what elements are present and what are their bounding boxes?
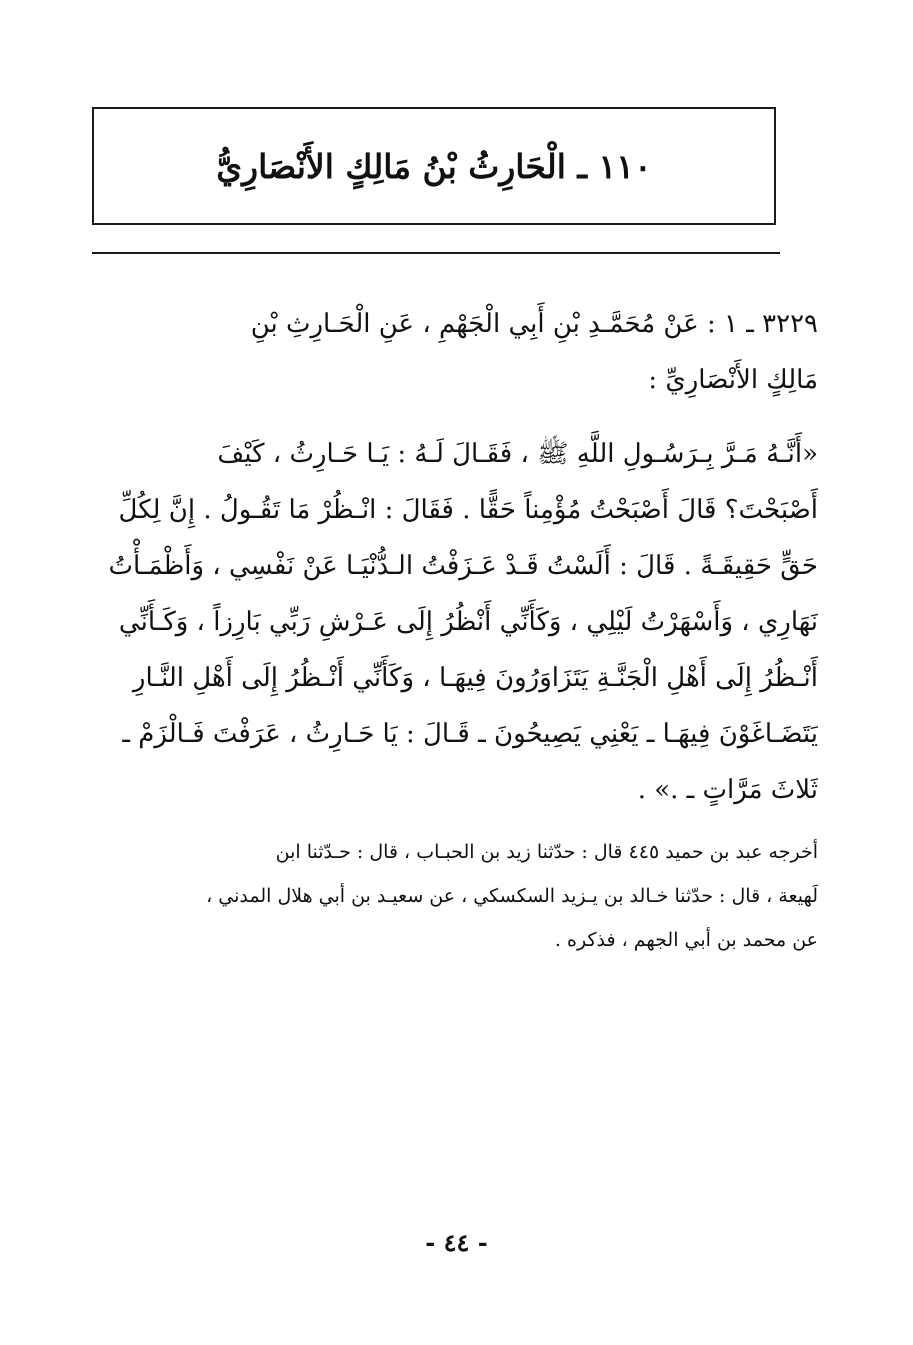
- hadith-line: ثَلاثَ مَرَّاتٍ ـ .» .: [637, 775, 818, 805]
- chapter-title: ١١٠ ـ الْحَارِثُ بْنُ مَالِكٍ الأَنْصَارِيُّ: [216, 146, 652, 186]
- hadith-line: أَصْبَحْتَ؟ قَالَ أَصْبَحْتُ مُؤْمِناً حَقًّا . فَقَالَ : انْـظُرْ مَا تَقُـولُ . إِنَّ لِكُلِّ: [118, 495, 818, 525]
- hadith-line: نَهَارِي ، وَأَسْهَرْتُ لَيْلِي ، وَكَأَنِّي أَنْظُرُ إِلَى عَـرْشِ رَبِّي بَارِزاً ، وَكَـأَنِّي: [118, 607, 818, 637]
- hadith-text: [93, 426, 818, 818]
- hadith-line: أَنْـظُرُ إِلَى أَهْلِ الْجَنَّـةِ يَتَزَاوَرُونَ فِيهَـا ، وَكَأَنِّي أَنْـظُرُ إِلَى أَهْلِ النَّـارِ: [132, 663, 818, 693]
- takhrij-line: أخرجه عبد بن حميد ٤٤٥ قال : حدّثنا زيد بن الحبـاب ، قال : حـدّثنا ابن: [275, 841, 818, 863]
- hadith-line: حَقٍّ حَقِيقَـةً . قَالَ : أَلَسْتُ قَـدْ عَـزَفْتُ الـدُّنْيَـا عَنْ نَفْسِي ، وَأَظْمَـأْتُ: [108, 551, 818, 581]
- header-divider: [92, 252, 780, 254]
- hadith-line: يَتَضَـاغَوْنَ فِيهَـا ـ يَعْنِي يَصِيحُونَ ـ قَـالَ : يَا حَـارِثُ ، عَرَفْتَ فَـالْزَمْ ـ: [122, 719, 818, 749]
- takhrij-line: لَهيعة ، قال : حدّثنا خـالد بن يـزيد السكسكي ، عن سعيـد بن أبي هلال المدني ،: [206, 885, 818, 907]
- isnad-line: ٣٢٢٩ ـ ١ : عَنْ مُحَمَّـدِ بْنِ أَبِي الْجَهْمِ ، عَنِ الْحَـارِثِ بْنِ: [250, 309, 818, 339]
- takhrij-line: عن محمد بن أبي الجهم ، فذكره .: [554, 929, 818, 951]
- isnad-line: مَالِكٍ الأَنْصَارِيِّ :: [648, 365, 818, 395]
- page-number: - ٤٤ -: [425, 1228, 488, 1257]
- hadith-line: «أَنَّـهُ مَـرَّ بِـرَسُـولِ اللَّهِ ﷺ ، فَقَـالَ لَـهُ : يَـا حَـارِثُ ، كَيْفَ: [217, 439, 818, 469]
- hadith-isnad: [93, 296, 818, 408]
- chapter-title-box: [92, 107, 776, 225]
- takhrij-note: [93, 830, 818, 962]
